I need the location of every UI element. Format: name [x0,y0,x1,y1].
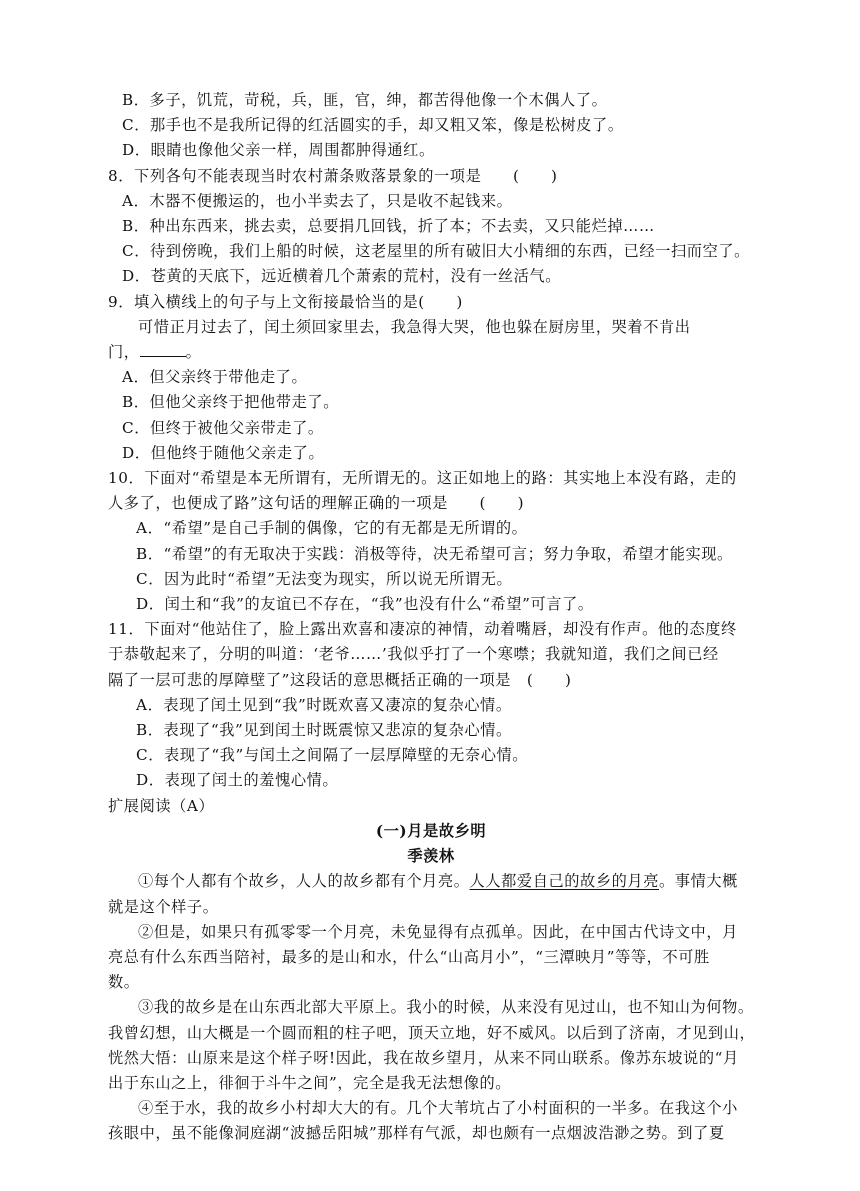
p1-underlined-sentence: 人人都爱自己的故乡的月亮 [469,872,659,891]
article-p2-line-1: ②但是，如果只有孤零零一个月亮，未免显得有点孤单。因此，在中国古代诗文中，月 [138,922,738,941]
q8-option-c: C．待到傍晚，我们上船的时候，这老屋里的所有破旧大小精细的东西，已经一扫而空了。 [122,242,750,261]
q9-option-c: C．但终于被他父亲带走了。 [122,418,324,437]
q7-option-b: B．多子，饥荒，苛税，兵，匪，官，绅，都苦得他像一个木偶人了。 [122,91,608,109]
p1-text-b: 。事情大概 [659,872,738,891]
fill-blank [140,342,186,357]
q10-option-b: B．“希望”的有无取决于实践：消极等待，决无希望可言；努力争取，希望才能实现。 [136,544,733,563]
q11-stem-line-1: 11．下面对“他站住了，脸上露出欢喜和凄凉的神情，动着嘴唇，却没有作声。他的态度终 [108,620,737,639]
article-p3-line-1: ③我的故乡是在山东西北部大平原上。我小的时候，从来没有见过山，也不知山为何物。 [138,998,754,1017]
q8-option-b: B．种出东西来，挑去卖，总要捐几回钱，折了本；不去卖，又只能烂掉…… [122,217,655,236]
q11-option-c: C．表现了“我”与闰土之间隔了一层厚障壁的无奈心情。 [136,746,529,765]
q10-option-d: D．闰土和“我”的友谊已不存在，“我”也没有什么“希望”可言了。 [136,595,594,614]
q9-passage-line-1: 可惜正月过去了，闰土须回家里去，我急得大哭，他也躲在厨房里，哭着不肯出 [138,317,691,336]
article-title: (一)月是故乡明 [375,821,487,840]
q9-option-a: A．但父亲终于带他走了。 [122,368,308,387]
article-p4-line-2: 孩眼中，虽不能像洞庭湖“波撼岳阳城”那样有气派，却也颇有一点烟波浩渺之势。到了夏 [108,1124,725,1143]
article-p1-line-1 [108,869,754,894]
q8-stem: 8．下列各句不能表现当时农村萧条败落景象的一项是 ( ) [108,166,558,185]
q9-option-b: B．但他父亲终于把他带走了。 [122,393,339,412]
q9-stem: 9．填入横线上的句子与上文衔接最恰当的是( ) [108,292,463,311]
article-p2-line-3: 数。 [108,973,140,992]
q9-passage-end: 。 [185,343,202,362]
section-label: 扩展阅读（A） [108,796,215,815]
q10-option-a: A．“希望”是自己手制的偶像，它的有无都是无所谓的。 [136,519,528,538]
article-p1-line-2: 就是这个样子。 [108,897,219,916]
q7-option-c: C．那手也不是我所记得的红活圆实的手，却又粗又笨，像是松树皮了。 [122,116,624,135]
article-p3-line-3: 恍然大悟：山原来是这个样子呀!因此，我在故乡望月，从来不同山联系。像苏东坡说的“月 [108,1048,739,1067]
q10-option-c: C．因为此时“希望”无法变为现实，所以说无所谓无。 [136,569,513,588]
q11-stem-line-3: 隔了一层可悲的厚障壁了”这段话的意思概括正确的一项是 ( ) [108,670,572,689]
article-p3-line-2: 我曾幻想，山大概是一个圆而粗的柱子吧，顶天立地，好不威风。以后到了济南，才见到山， [108,1023,756,1042]
q10-stem-line-1: 10．下面对“希望是本无所谓有，无所谓无的。这正如地上的路：其实地上本没有路，走的 [108,469,737,488]
q10-stem-line-2: 人多了，也便成了路”这句话的理解正确的一项是 ( ) [108,494,525,513]
article-p4-line-1: ④至于水，我的故乡小村却大大的有。几个大苇坑占了小村面积的一半多。在我这个小 [138,1099,738,1118]
q11-option-b: B．表现了“我”见到闰土时既震惊又悲凉的复杂心情。 [136,721,512,740]
article-p3-line-4: 出于东山之上，徘徊于斗牛之间”，完全是我无法想像的。 [108,1073,512,1092]
q11-option-a: A．表现了闰土见到“我”时既欢喜又凄凉的复杂心情。 [136,695,512,714]
q8-option-a: A．木器不便搬运的，也小半卖去了，只是收不起钱来。 [122,191,513,210]
p1-text-a: ①每个人都有个故乡，人人的故乡都有个月亮。 [138,872,470,891]
article-p2-line-2: 亮总有什么东西当陪衬，最多的是山和水，什么“山高月小”，“三潭映月”等等，不可胜 [108,947,710,966]
q9-option-d: D．但他终于随他父亲走了。 [122,443,325,462]
q8-option-d: D．苍黄的天底下，远近横着几个萧索的荒村，没有一丝活气。 [122,267,562,286]
document-page [108,88,754,1147]
q9-passage-line-2 [108,340,754,365]
q7-option-d: D．眼睛也像他父亲一样，周围都肿得通红。 [122,141,435,160]
q11-option-d: D．表现了闰土的羞愧心情。 [136,771,339,790]
article-author: 季羡林 [407,847,455,866]
q11-stem-line-2: 于恭敬起来了，分明的叫道：‘老爷……’我似乎打了一个寒噤；我就知道，我们之间已经 [108,645,719,664]
q9-passage-start: 门， [108,343,140,362]
